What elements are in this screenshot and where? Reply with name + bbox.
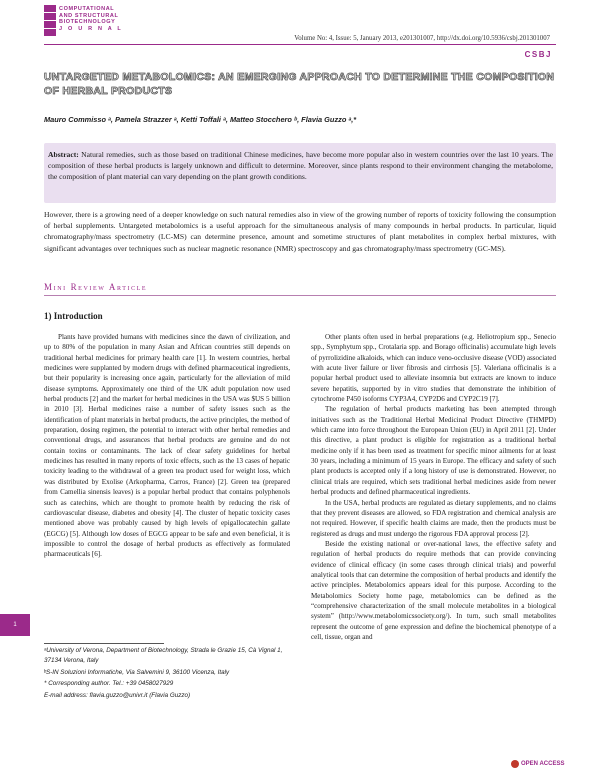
footnotes [44, 646, 290, 703]
journal-short-name: CSBJ [524, 50, 552, 59]
issue-info: Volume No: 4, Issue: 5, January 2013, e201301007, http://dx.doi.org/10.5936/csbj.201301007 [294, 35, 550, 42]
article-title: UNTARGETED METABOLOMICS: AN EMERGING APPROACH TO DETERMINE THE COMPOSITION OF HERBAL PRODUCTS [44, 71, 555, 97]
page-number: 1 [0, 614, 30, 636]
body-paragraph: The regulation of herbal products marketing has been attempted through initiatives such as the Traditional Herbal Medicinal Product Directive (THMPD) which came into force throughout the European Union (EU) in April 2011 [2]. Under this directive, a plant product is eligible for registration as a traditional herbal medicine only if it has been used as treatment for specific minor ailments for at least 30 years, including a minimum of 15 years in Europe. The efficacy and safety of such plant products is accepted only if a long history of use is demonstrated. However, no clinical trials are required, which sets traditional herbal medicines aside from newer herbal products and defined pharmaceutical ingredients. [311, 405, 556, 497]
author-list: Mauro Commisso ᵃ, Pamela Strazzer ᵃ, Ketti Toffali ᵃ, Matteo Stocchero ᵇ, Flavia Guzzo ᵃ,* [44, 115, 357, 124]
open-access-icon [511, 760, 519, 768]
article-type-divider [44, 295, 556, 296]
abstract-paragraph-2: However, there is a growing need of a deeper knowledge on such natural remedies also in view of the growing number of reports of toxicity following the consumption of herbal supplements. Untargeted metabolomics is a useful approach for the simultaneous analysis of many compounds in herbal products. In particular, liquid chromatography/mass spectrometry (LC-MS) can determine presence, amount and sometime structures of plant metabolites in complex herbal mixtures, with significant advantages over techniques such as nuclear magnetic resonance (NMR) spectroscopy and gas chromatography/mass spectrometry (GC-MS). [44, 210, 556, 253]
affiliation-b: ᵇS-IN Soluzioni Informatiche, Via Salvemini 9, 36100 Vicenza, Italy [44, 668, 230, 676]
body-paragraph: Plants have provided humans with medicines since the dawn of civilization, and up to 80% of the population in many Asian and African countries still depends on traditional herbal medicines for primary health care [1]. In western countries, herbal medicines were supplanted by modern drugs with defined pharmaceutical ingredients, but their popularity is increasing once again, particularly for the alleviation of mild disease symptoms. Approximately one third of the UK adult population now used herbal products [2] and the market for herbal medicines in the USA was $US 5 billion in 2010 [3]. Herbal medicines raise a number of safety issues such as the identification of plant materials in herbal products, the active principles, the method of preparation, dosing regimen, the potential to interact with other herbal remedies and conventional drugs, and assurances that herbal products are genuine and do not contain toxins or contaminants. The lack of clear safety guidelines for herbal medicines has resulted in many reports of toxic effects, such as the 13 cases of hepatic toxicity leading to the withdrawal of a green tea product used for weight loss, which was distributed by Exolise (Arkopharma, Carros, France) [2]. Green tea (prepared from Camellia sinensis leaves) is a popular herbal product that contains polyphenols such as catechins, which are thought to promote health by reducing the risk of cardiovascular disease, diabetes and obesity [4]. The cluster of hepatic toxicity cases mentioned above was probably caused by high levels of epigallocatechin gallate (EGCG) [5]. Although low doses of EGCG appear to be safe and even beneficial, it is impossible to control the dosage of herbal products as effectively as formulated pharmaceuticals [6]. [44, 333, 290, 559]
header-divider [44, 44, 556, 45]
body-paragraph: Beside the existing national or over-national laws, the effective safety and regulation of herbal products do require methods that can provide convincing evidence of clinical efficacy (in some cases through clinical trials) and powerful analytical tools that can determine the composition of herbal products and identify the active principles. Metabolomics appears ideal for this purpose. According to the Metabolomics Society home page, metabolomics can be defined as the “comprehensive characterization of the small molecule metabolites in a biological system” (http://www.metabolomicssociety.org/). In turn, such small metabolites represent the outcome of gene expression and define the biochemical phenotype of a cell, tissue, organ and [311, 539, 556, 641]
body-paragraph: In the USA, herbal products are regulated as dietary supplements, and no claims that they prevent diseases are allowed, so FDA registration and chemical analysis are not required. However, if specific health claims are made, then the products must be registered as drugs and must undergo the rigorous FDA approval process [2]. [311, 498, 556, 538]
corresponding-author: * Corresponding author. Tel.: +39 0458027929 [44, 680, 174, 688]
footnote-divider [44, 643, 164, 644]
section-heading: 1) Introduction [44, 311, 103, 321]
open-access-logo: OPEN ACCESS [511, 760, 564, 768]
journal-logo-icon [44, 5, 56, 39]
right-column [311, 332, 556, 642]
affiliation-a: ᵃUniversity of Verona, Department of Biotechnology, Strada le Grazie 15, Cà Vignal 1, 37134 Verona, Italy [44, 647, 283, 664]
journal-logo-text: COMPUTATIONAL AND STRUCTURAL BIOTECHNOLOGY J O U R N A L [59, 6, 123, 32]
left-column [44, 332, 290, 560]
body-paragraph: Other plants often used in herbal preparations (e.g. Heliotropium spp., Senecio spp., Symphytum spp., Crotalaria spp. and Borago officinalis) accumulate high levels of pyrrolizidine alkaloids, which can induce veno-occlusive disease (VOD) associated with acute liver failure or liver fibrosis and cirrhosis [5]. Valeriana officinalis is a popular herbal product used to alleviate insomnia but extracts are known to induce severe hepatitis, supported by in vitro studies that demonstrate the inhibition of cytochrome P450 isoforms CYP3A4, CYP2D6 and CYP2C19 [7]. [311, 333, 556, 404]
email-address[interactable]: E-mail address: flavia.guzzo@univr.it (Flavia Guzzo) [44, 692, 191, 700]
abstract-paragraph-1: Abstract: Natural remedies, such as those based on traditional Chinese medicines, have become more popular also in western countries over the last 10 years. The composition of these herbal products is largely unknown and difficult to determine. Moreover, since plants respond to their environment changing the metabolome, the composition of plant material can vary depending on the plant growth conditions. [48, 150, 553, 182]
article-type: Mini Review Article [44, 282, 148, 292]
abstract-label: Abstract: [48, 150, 79, 159]
